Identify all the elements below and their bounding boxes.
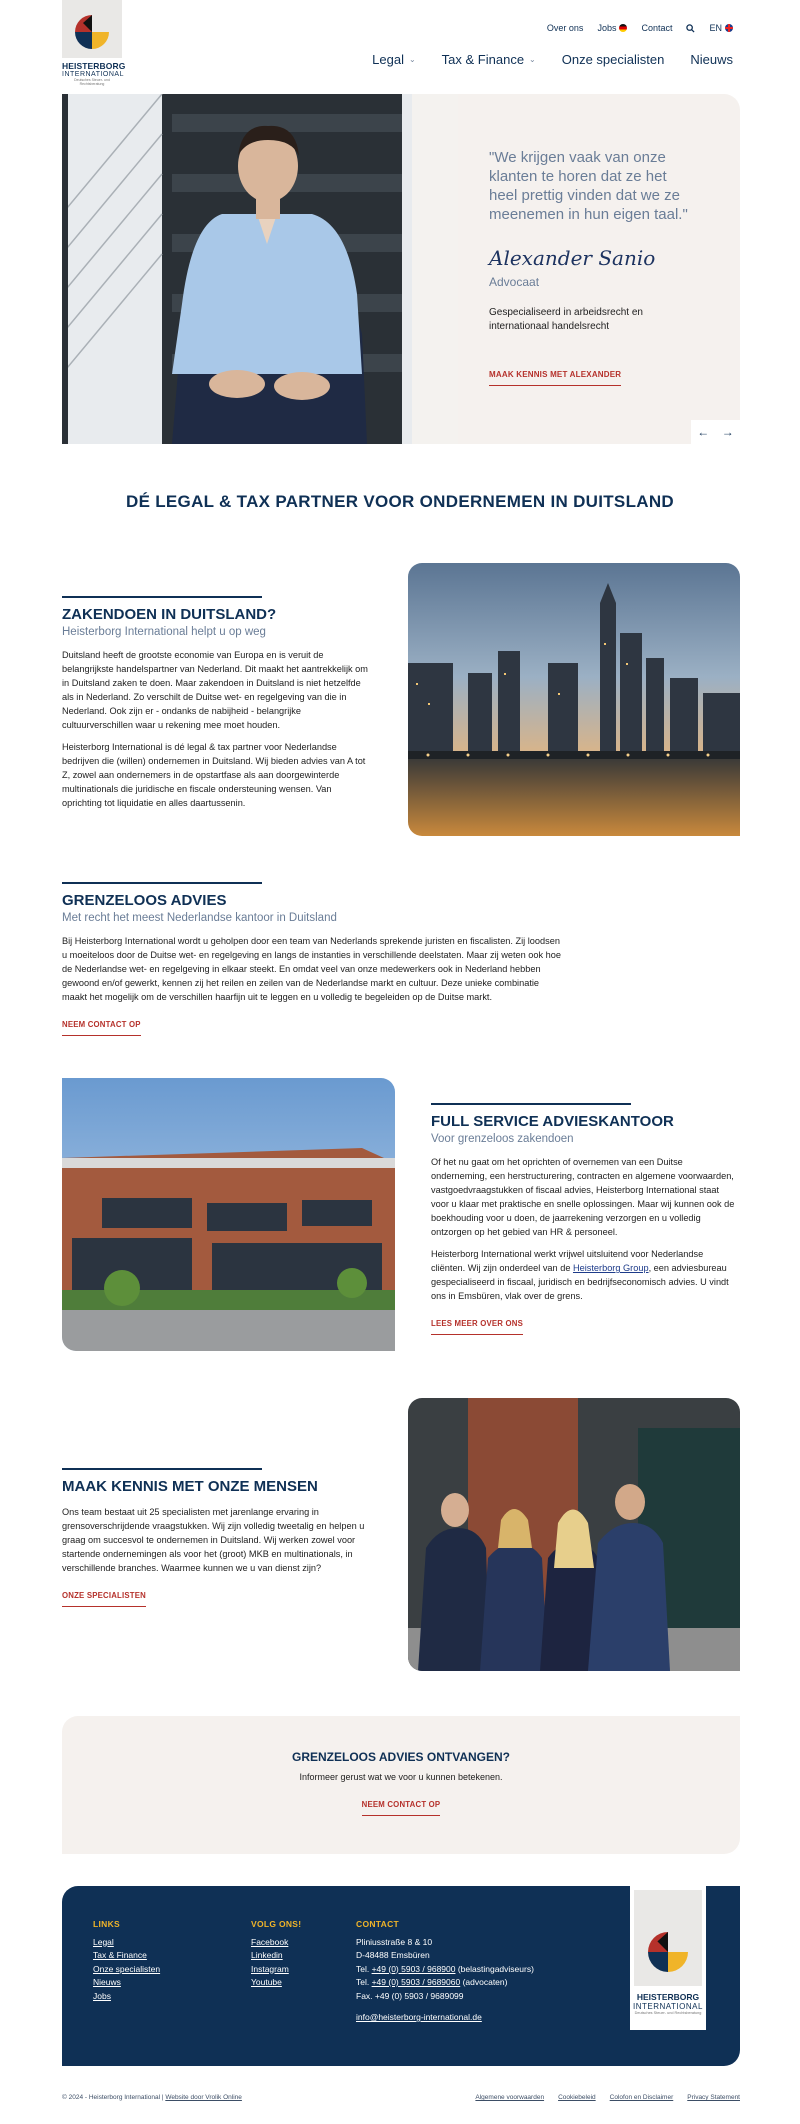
logo-emblem-icon: [75, 15, 109, 49]
hero-slider: [62, 94, 740, 444]
footer-logo-brand-sub: INTERNATIONAL: [633, 2002, 703, 2011]
chevron-down-icon: ⌄: [529, 55, 536, 64]
section-subtitle: Voor grenzeloos zakendoen: [431, 1133, 574, 1145]
banner-title: GRENZELOOS ADVIES ONTVANGEN?: [291, 1750, 510, 1764]
phone-prefix: Tel.: [356, 1963, 372, 1974]
paragraph-text: , een adviesbureau gespecialiseerd in fiscaal, juridisch en bedrijfseconomisch advies. U vindt ons in Emsbüren, vlak over de grens.: [431, 1263, 729, 1301]
site-footer: [62, 1886, 740, 2066]
linkedin-link[interactable]: Linkedin: [251, 1950, 283, 1960]
section-borderless-advice: [62, 882, 562, 1036]
youtube-link[interactable]: Youtube: [251, 1977, 282, 1987]
privacy-link[interactable]: Privacy Statement: [687, 2094, 740, 2101]
section-title: ZAKENDOEN IN DUITSLAND?: [62, 596, 370, 623]
frankfurt-skyline-image: [408, 563, 740, 836]
footer-link-specialists[interactable]: Onze specialisten: [93, 1963, 161, 1974]
address-street: Pliniusstraße 8 & 10: [356, 1936, 433, 1947]
section-subtitle: Met recht het meest Nederlandse kantoor in Duitsland: [62, 912, 337, 924]
chevron-down-icon: ⌄: [408, 55, 416, 64]
section-full-service: [431, 1103, 739, 1335]
credit-link[interactable]: Website door Vrolik Online: [165, 2094, 242, 2101]
hero-signature: Alexander Sanio: [489, 246, 656, 270]
arrow-right-icon[interactable]: →: [721, 425, 734, 439]
nav-tax-finance[interactable]: [442, 52, 536, 67]
nav-contact[interactable]: Contact: [641, 23, 673, 33]
logo-emblem-icon: [648, 1932, 688, 1972]
phone-note: (advocaten): [460, 1977, 508, 1987]
paragraph: Heisterborg International is dé legal & tax partner voor Nederlandse bedrijven die (willen) ondernemen in Duitsland. Wij bieden advies van A tot Z, zowel aan ondernemers in de opstartfase als aan doorgewinterde multinationals die juridische en fiscale ondersteuning wensen. Van oprichting tot liquidatie en alles daartussenin.: [62, 742, 366, 808]
section-title: MAAK KENNIS MET ONZE MENSEN: [62, 1468, 370, 1495]
footer-contact: [356, 1918, 534, 2025]
paragraph: Duitsland heeft de grootste economie van Europa en is veruit de belangrijkste handelspartner van Nederland. Dit maakt het aantrekkelijk om in Duitsland zaken te doen. Maar zakendoen in Duitsland is niet hetzelfde als in Nederland. Zo verschilt de Duitse wet- en regelgeving van die in Nederland. Ook zijn er - ondanks de nabijheid - belangrijke cultuurverschillen waar u rekening mee moet houden.: [62, 650, 368, 730]
footer-social-title: VOLG ONS!: [251, 1919, 302, 1929]
section-body: [62, 934, 562, 1004]
section-doing-business: [62, 596, 370, 810]
instagram-link[interactable]: Instagram: [251, 1963, 289, 1974]
footer-logo-tagline: Deutsches Steuer- und Rechtsberatung: [634, 2011, 702, 2015]
nav-about[interactable]: Over ons: [546, 23, 584, 33]
footer-logo[interactable]: [630, 1886, 706, 2030]
footer-link-legal[interactable]: Legal: [93, 1936, 114, 1947]
contact-link[interactable]: NEEM CONTACT OP: [62, 1020, 141, 1036]
footer-links-title: LINKS: [93, 1919, 120, 1929]
footer-links: [93, 1918, 160, 2003]
section-body: [62, 648, 370, 810]
hero-quote: "We krijgen vaak van onze klanten te horen dat ze het heel prettig vinden dat we ze meenemen in hun eigen taal.": [489, 149, 688, 223]
fax-number: Fax. +49 (0) 5903 / 9689099: [356, 1990, 464, 2001]
office-building-image: [62, 1078, 395, 1351]
footer-contact-title: CONTACT: [356, 1919, 400, 1929]
team-photo-image: [408, 1398, 740, 1671]
hero-person-image: [62, 94, 458, 444]
phone-note: (belastingadviseurs): [455, 1963, 534, 1974]
footer-social: [251, 1918, 301, 1990]
site-header: [0, 0, 800, 94]
specialists-link[interactable]: ONZE SPECIALISTEN: [62, 1591, 146, 1607]
section-title: GRENZELOOS ADVIES: [62, 882, 562, 909]
phone-tax-link[interactable]: +49 (0) 5903 / 968900: [371, 1963, 456, 1974]
bottom-bar: [62, 2094, 740, 2101]
nav-news[interactable]: Nieuws: [690, 52, 733, 67]
copyright: [62, 2094, 242, 2101]
nav-jobs-label: Jobs: [597, 23, 617, 33]
cookie-policy-link[interactable]: Cookiebeleid: [558, 2094, 596, 2101]
nav-tax-label: Tax & Finance: [441, 52, 525, 67]
phone-tax: [356, 1963, 534, 1977]
logo-tagline: Deutsches Steuer- und Rechtsberatung: [74, 78, 110, 86]
uk-flag-icon: [725, 24, 733, 32]
legal-links: [475, 2094, 740, 2101]
section-meet-people: [62, 1468, 370, 1607]
hero-description: Gespecialiseerd in arbeidsrecht en internationaal handelsrecht: [489, 307, 643, 332]
section-body: [62, 1505, 370, 1575]
meet-alexander-link[interactable]: MAAK KENNIS MET ALEXANDER: [489, 370, 621, 386]
nav-jobs[interactable]: [597, 23, 627, 33]
paragraph-text: Heisterborg International werkt vrijwel uitsluitend voor Nederlandse cliënten. Wij zijn onderdeel van de: [431, 1249, 704, 1273]
hero-role: Advocaat: [489, 275, 540, 289]
arrow-left-icon[interactable]: ←: [697, 425, 710, 439]
footer-logo-mark: [634, 1890, 702, 1986]
banner-text: Informeer gerust wat we voor u kunnen betekenen.: [299, 1772, 503, 1782]
top-nav: [547, 23, 733, 33]
banner-contact-link[interactable]: NEEM CONTACT OP: [362, 1800, 441, 1816]
section-subtitle: Heisterborg International helpt u op weg: [62, 626, 266, 638]
copyright-text: © 2024 - Heisterborg International |: [62, 2094, 166, 2101]
footer-link-tax[interactable]: Tax & Finance: [93, 1950, 147, 1960]
logo-brand-sub: INTERNATIONAL: [62, 71, 124, 78]
paragraph: Of het nu gaat om het oprichten of overnemen van een Duitse onderneming, een herstructurering, contracten en algemene voorwaarden, vastgoedvraagstukken of fiscaal advies, Heisterborg International staat voor u klaar met praktische en snelle oplossingen. Maar wij kunnen ook de boekhouding voor u doen, de jaarrekening verzorgen en u volledig ontzorgen op het gebied van HR & personeel.: [431, 1157, 735, 1237]
german-flag-icon: [619, 24, 627, 32]
heisterborg-group-link[interactable]: Heisterborg Group: [572, 1263, 649, 1273]
nav-legal-label: Legal: [372, 52, 404, 67]
phone-prefix: Tel.: [356, 1977, 372, 1987]
contact-banner: [62, 1716, 740, 1854]
terms-link[interactable]: Algemene voorwaarden: [475, 2094, 545, 2101]
language-switch[interactable]: [709, 23, 733, 33]
footer-link-news[interactable]: Nieuws: [93, 1977, 121, 1987]
logo-mark: [62, 0, 122, 58]
footer-logo-brand: HEISTERBORG: [636, 1992, 700, 2002]
phone-lawyers-link[interactable]: +49 (0) 5903 / 9689060: [371, 1977, 461, 1987]
section-title: FULL SERVICE ADVIESKANTOOR: [431, 1103, 739, 1130]
disclaimer-link[interactable]: Colofon en Disclaimer: [609, 2094, 674, 2101]
phone-lawyers: [356, 1976, 534, 1990]
footer-link-jobs[interactable]: Jobs: [93, 1990, 111, 2001]
address-city: D-48488 Emsbüren: [356, 1950, 430, 1960]
main-nav: [372, 52, 733, 67]
about-us-link[interactable]: LEES MEER OVER ONS: [431, 1319, 523, 1335]
hero-photo: [62, 94, 458, 444]
facebook-link[interactable]: Facebook: [251, 1936, 289, 1947]
logo-brand: HEISTERBORG: [62, 61, 126, 71]
slider-controls: [691, 420, 740, 444]
page-title: DÉ LEGAL & TAX PARTNER VOOR ONDERNEMEN IN DUITSLAND: [126, 492, 674, 511]
paragraph: Bij Heisterborg International wordt u geholpen door een team van Nederlands sprekende juristen en fiscalisten. Zij loodsen u moeiteloos door de Duitse wet- en regelgeving en langs de instanties in verschillende deelstaten. Maar zij weten ook hoe de Nederlandse wet- en regelgeving in elkaar steekt. En omdat veel van onze medewerkers ook in Nederland hebben gewoond en/of gewerkt, kennen zij het reilen en zeilen van de Nederlandse markt en cultuur. Deze unieke combinatie maakt het mogelijk om de verschillen haarfijn uit te leggen en u volledig te begeleiden op de Duitse markt.: [62, 936, 561, 1002]
paragraph: [431, 1247, 739, 1303]
language-label: EN: [709, 23, 722, 33]
nav-specialists[interactable]: Onze specialisten: [561, 52, 665, 67]
section-body: [431, 1155, 739, 1303]
nav-legal[interactable]: [372, 52, 416, 67]
site-logo[interactable]: [62, 0, 126, 90]
email-link[interactable]: info@heisterborg-international.de: [356, 2012, 482, 2022]
search-icon[interactable]: [686, 24, 695, 33]
paragraph: Ons team bestaat uit 25 specialisten met jarenlange ervaring in grensoverschrijdende vraagstukken. Wij zijn volledig tweetalig en helpen u graag om succesvol te ondernemen in Duitsland. Wij werken zowel voor startende ondernemingen als voor het (groot) MKB en multinationals, in verschillende branches. Waarmee kunnen we u van dienst zijn?: [62, 1507, 365, 1573]
